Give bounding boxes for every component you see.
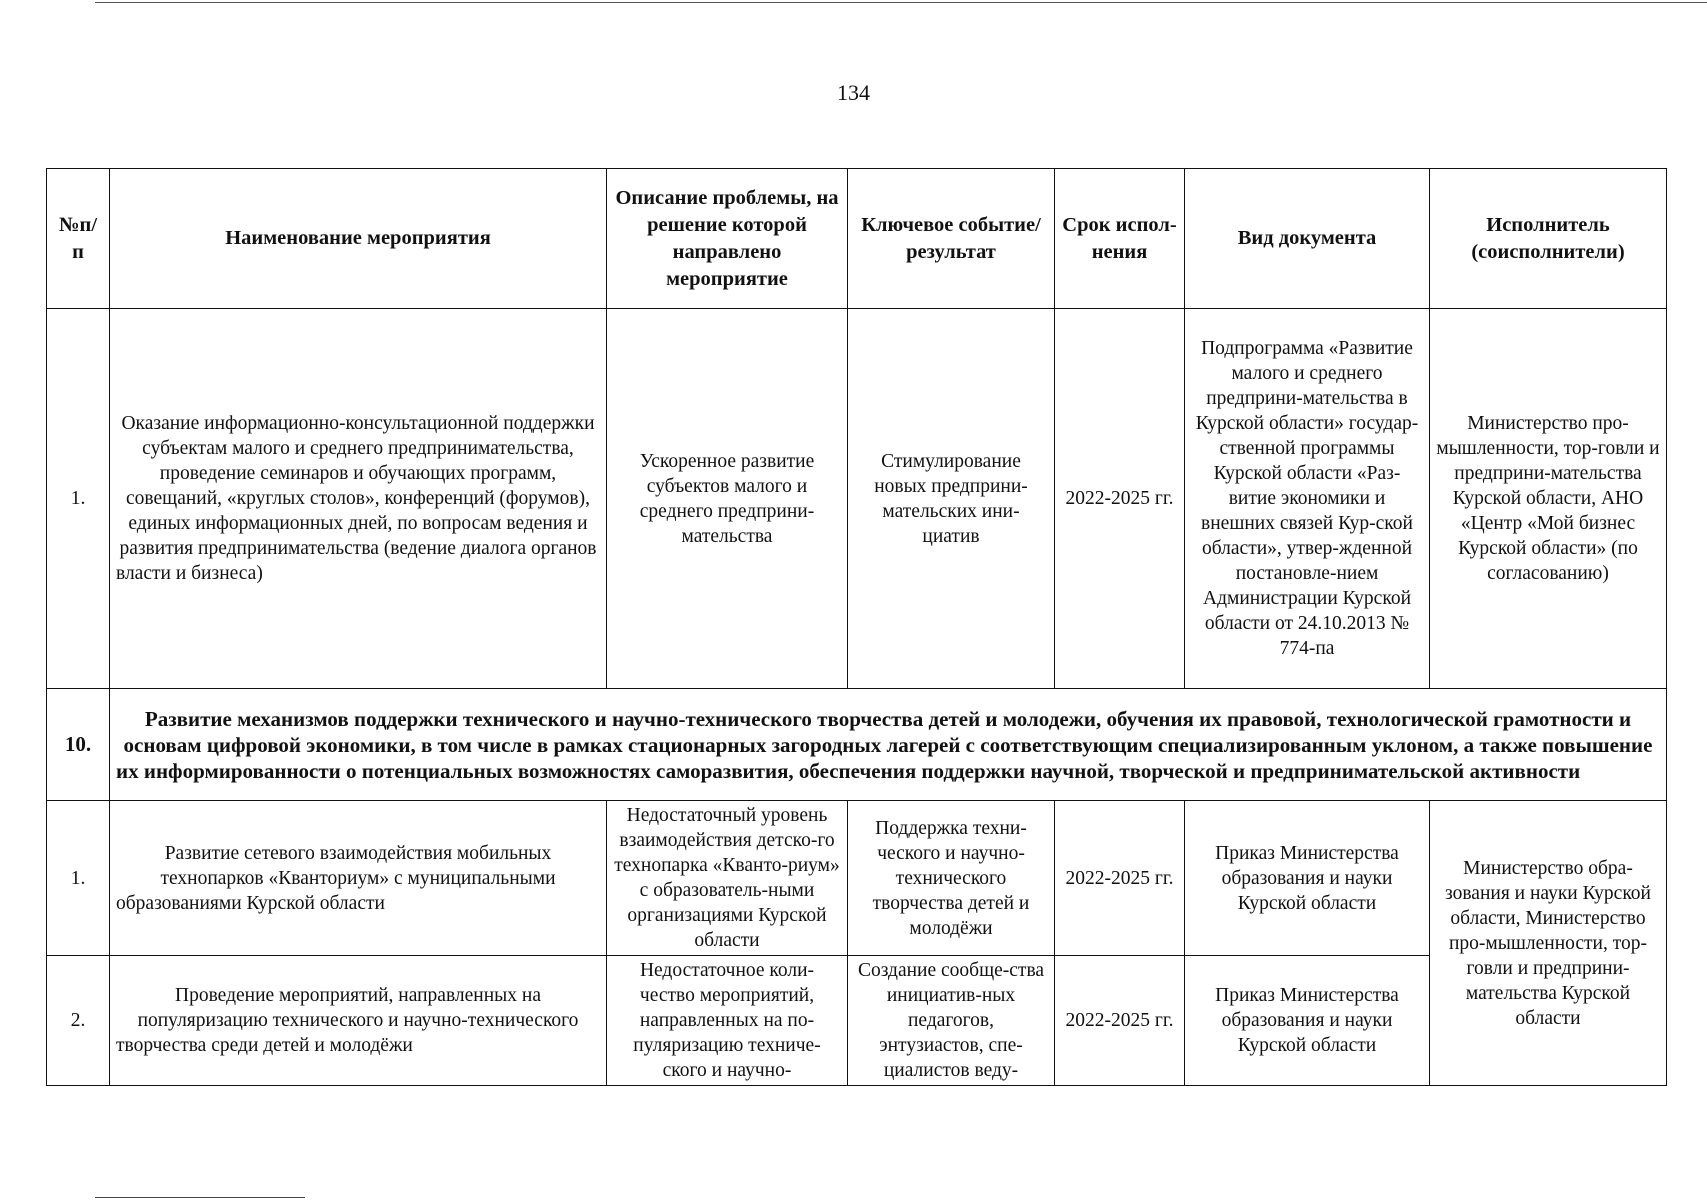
- document-type: Приказ Министерства образования и науки Курской области: [1185, 801, 1430, 956]
- key-event: Поддержка техни-ческого и научно-технического творчества детей и молодёжи: [848, 801, 1055, 956]
- section-number: 10.: [47, 689, 110, 801]
- top-rule: [95, 2, 1707, 3]
- header-term: Срок испол-нения: [1055, 169, 1185, 309]
- problem-description: Ускоренное развитие субъектов малого и среднего предприни-мательства: [607, 309, 848, 689]
- header-problem: Описание проблемы, на решение которой направлено мероприятие: [607, 169, 848, 309]
- row-number: 1.: [47, 309, 110, 689]
- footnote-rule: [95, 1197, 305, 1198]
- term: 2022-2025 гг.: [1055, 801, 1185, 956]
- header-executor: Исполнитель (соисполнители): [1430, 169, 1667, 309]
- executor: Министерство обра-зования и науки Курской области, Министерство про-мышленности, тор-говли и предприни-мательства Курской области: [1430, 801, 1667, 1086]
- table-row: [47, 801, 1667, 956]
- key-event: Создание сообще-ства инициатив-ных педагогов, энтузиастов, спе-циалистов веду-: [848, 956, 1055, 1086]
- activity-name: Оказание информационно-консультационной поддержки субъектам малого и среднего предпринимательства, проведение семинаров и обучающих программ, совещаний, «круглых столов», конференций (форумов), единых информационных дней, по вопросам ведения и развития предпринимательства (ведение диалога органов власти и бизнеса): [110, 309, 607, 689]
- problem-description: Недостаточное коли-чество мероприятий, направленных на по-пуляризацию техниче-ского и научно-: [607, 956, 848, 1086]
- section-row: [47, 689, 1667, 801]
- action-plan-table: [46, 168, 1667, 1086]
- term: 2022-2025 гг.: [1055, 309, 1185, 689]
- problem-description: Недостаточный уровень взаимодействия детско-го технопарка «Кванто-риум» с образователь-ными организациями Курской области: [607, 801, 848, 956]
- table-row: [47, 309, 1667, 689]
- document-type: Приказ Министерства образования и науки Курской области: [1185, 956, 1430, 1086]
- row-number: 1.: [47, 801, 110, 956]
- section-title: Развитие механизмов поддержки технического и научно-технического творчества детей и молодежи, обучения их правовой, технологической грамотности и основам цифровой экономики, в том числе в рамках стационарных загородных лагерей с соответствующим специализированным уклоном, а также повышение их информированности о потенциальных возможностях саморазвития, обеспечения поддержки научной, творческой и предпринимательской активности: [110, 689, 1667, 801]
- term: 2022-2025 гг.: [1055, 956, 1185, 1086]
- activity-name: Проведение мероприятий, направленных на популяризацию технического и научно-технического творчества среди детей и молодёжи: [110, 956, 607, 1086]
- table-row: [47, 956, 1667, 1086]
- header-event: Ключевое событие/ результат: [848, 169, 1055, 309]
- page-number: 134: [837, 80, 870, 105]
- activity-name: Развитие сетевого взаимодействия мобильных технопарков «Кванториум» с муниципальными образованиями Курской области: [110, 801, 607, 956]
- document-type: Подпрограмма «Развитие малого и среднего предприни-мательства в Курской области» государ-ственной программы Курской области «Раз-витие экономики и внешних связей Кур-ской области», утвер-жденной постановле-нием Администрации Курской области от 24.10.2013 № 774-па: [1185, 309, 1430, 689]
- key-event: Стимулирование новых предприни-мательских ини-циатив: [848, 309, 1055, 689]
- header-num: №п/ п: [47, 169, 110, 309]
- header-row: [47, 169, 1667, 309]
- row-number: 2.: [47, 956, 110, 1086]
- header-doc: Вид документа: [1185, 169, 1430, 309]
- executor: Министерство про-мышленности, тор-говли и предприни-мательства Курской области, АНО «Центр «Мой бизнес Курской области» (по согласованию): [1430, 309, 1667, 689]
- header-name: Наименование мероприятия: [110, 169, 607, 309]
